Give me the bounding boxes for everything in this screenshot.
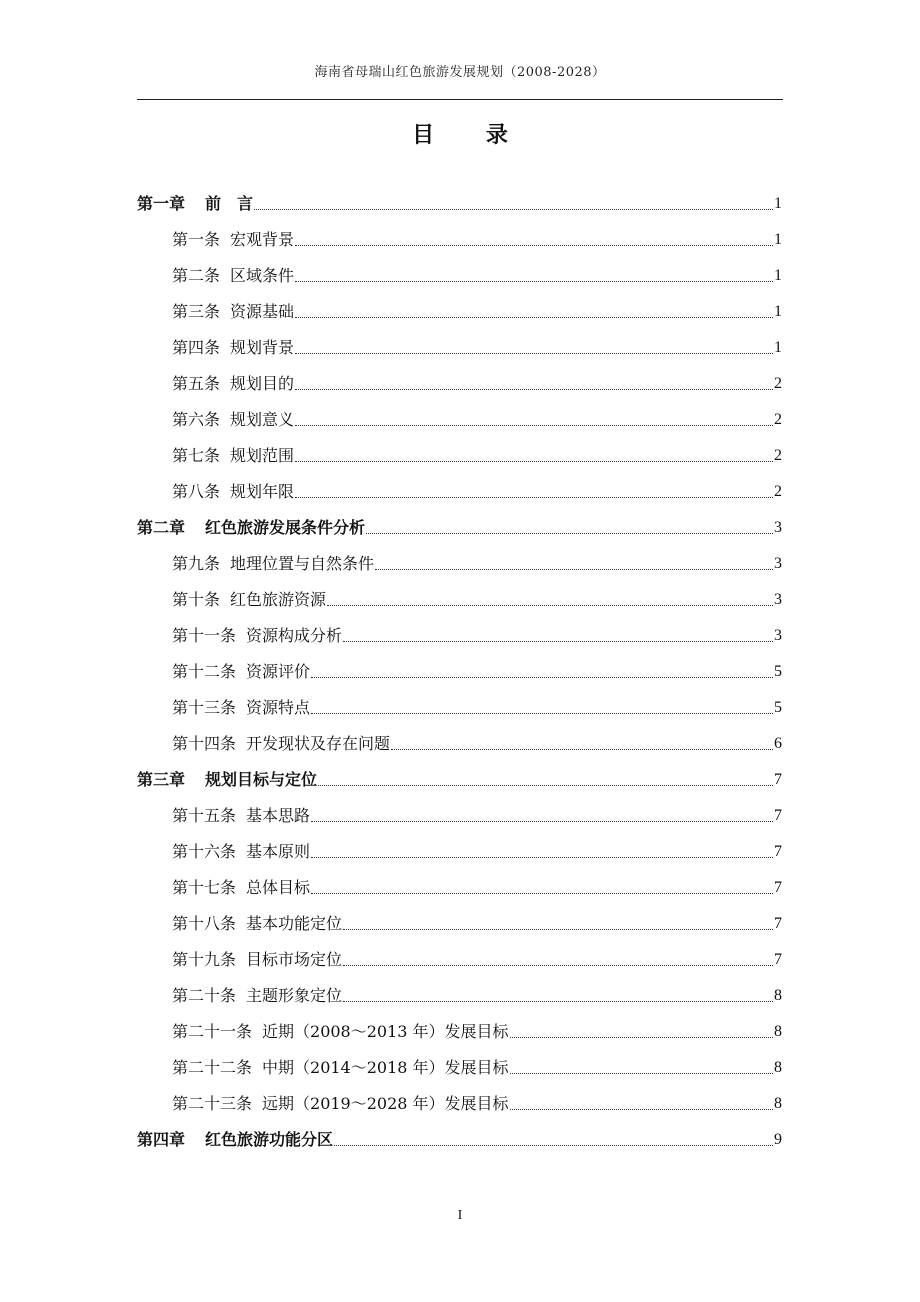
toc-entry-label: [172, 734, 390, 754]
toc-page-number: 9: [774, 1131, 782, 1148]
toc-entry-label: [172, 266, 294, 286]
toc-entry-number: 第六条: [172, 410, 221, 429]
toc-entry-title: 规划年限: [230, 482, 295, 501]
toc-entry-title: 规划意义: [230, 410, 295, 429]
toc-entry-number: 第十三条: [172, 698, 237, 717]
toc-entry-title: 资源构成分析: [246, 626, 343, 645]
toc-page-number: 1: [774, 339, 782, 356]
toc-page-number: 8: [774, 1059, 782, 1076]
toc-entry-title: 主题形象定位: [246, 986, 343, 1005]
toc-entry-title: 红色旅游功能分区: [205, 1130, 334, 1149]
toc-entry-number: 第十九条: [172, 950, 237, 969]
toc-article-entry[interactable]: [137, 978, 782, 1014]
dot-leader: [295, 461, 773, 462]
toc-entry-number: 第八条: [172, 482, 221, 501]
toc-article-entry[interactable]: [137, 366, 782, 402]
table-of-contents: [137, 186, 782, 1158]
dot-leader: [343, 1001, 773, 1002]
dot-leader: [295, 425, 773, 426]
toc-entry-title: 中期（2014～2018 年）发展目标: [262, 1058, 509, 1077]
toc-entry-number: 第一章: [137, 194, 186, 213]
toc-entry-title: 资源基础: [230, 302, 295, 321]
dot-leader: [366, 533, 773, 534]
toc-entry-label: [137, 194, 253, 214]
toc-article-entry[interactable]: [137, 654, 782, 690]
toc-entry-number: 第三章: [137, 770, 186, 789]
toc-page-number: 8: [774, 987, 782, 1004]
toc-page-number: 3: [774, 591, 782, 608]
toc-entry-title: 地理位置与自然条件: [230, 554, 375, 573]
toc-entry-title: 基本原则: [246, 842, 311, 861]
toc-entry-number: 第二条: [172, 266, 221, 285]
toc-entry-number: 第十六条: [172, 842, 237, 861]
toc-entry-title: 红色旅游发展条件分析: [205, 518, 366, 537]
dot-leader: [295, 281, 773, 282]
toc-page-number: 1: [774, 303, 782, 320]
toc-entry-number: 第三条: [172, 302, 221, 321]
dot-leader: [311, 893, 773, 894]
toc-entry-label: [172, 446, 294, 466]
toc-entry-title: 前 言: [205, 194, 254, 213]
toc-entry-title: 规划背景: [230, 338, 295, 357]
toc-entry-title: 红色旅游资源: [230, 590, 327, 609]
toc-entry-number: 第十八条: [172, 914, 237, 933]
toc-entry-title: 近期（2008～2013 年）发展目标: [262, 1022, 509, 1041]
toc-article-entry[interactable]: [137, 1014, 782, 1050]
toc-article-entry[interactable]: [137, 618, 782, 654]
toc-entry-label: [172, 302, 294, 322]
toc-entry-number: 第四章: [137, 1130, 186, 1149]
toc-page-number: 3: [774, 627, 782, 644]
toc-article-entry[interactable]: [137, 402, 782, 438]
dot-leader: [343, 641, 773, 642]
toc-entry-label: [172, 374, 294, 394]
toc-page-number: 7: [774, 879, 782, 896]
toc-entry-label: [172, 554, 374, 574]
dot-leader: [295, 497, 773, 498]
toc-entry-label: [172, 878, 310, 898]
toc-article-entry[interactable]: [137, 798, 782, 834]
toc-entry-title: 规划目标与定位: [205, 770, 318, 789]
dot-leader: [343, 965, 773, 966]
dot-leader: [510, 1109, 773, 1110]
toc-article-entry[interactable]: [137, 474, 782, 510]
header-divider: [137, 99, 783, 100]
toc-entry-label: [172, 842, 310, 862]
toc-chapter-entry[interactable]: [137, 762, 782, 798]
page-title: 目 录: [412, 123, 530, 148]
toc-page-number: 7: [774, 771, 782, 788]
toc-article-entry[interactable]: [137, 582, 782, 618]
toc-entry-number: 第十二条: [172, 662, 237, 681]
toc-entry-label: [172, 230, 294, 250]
toc-article-entry[interactable]: [137, 438, 782, 474]
toc-entry-title: 远期（2019～2028 年）发展目标: [262, 1094, 509, 1113]
toc-entry-title: 宏观背景: [230, 230, 295, 249]
page-header: 海南省母瑞山红色旅游发展规划（2008-2028）: [314, 65, 606, 80]
toc-entry-number: 第二十条: [172, 986, 237, 1005]
toc-entry-title: 总体目标: [246, 878, 311, 897]
toc-entry-label: [172, 1094, 509, 1114]
toc-entry-label: [172, 1022, 509, 1042]
toc-article-entry[interactable]: [137, 222, 782, 258]
toc-entry-label: [172, 986, 342, 1006]
toc-entry-label: [172, 590, 326, 610]
toc-page-number: 7: [774, 843, 782, 860]
toc-page-number: 7: [774, 951, 782, 968]
toc-entry-label: [137, 770, 317, 790]
toc-entry-label: [172, 806, 310, 826]
toc-entry-title: 开发现状及存在问题: [246, 734, 391, 753]
toc-entry-number: 第五条: [172, 374, 221, 393]
toc-entry-title: 规划目的: [230, 374, 295, 393]
page-number: I: [457, 1208, 463, 1223]
toc-page-number: 8: [774, 1023, 782, 1040]
dot-leader: [295, 317, 773, 318]
dot-leader: [327, 605, 773, 606]
toc-entry-number: 第四条: [172, 338, 221, 357]
dot-leader: [375, 569, 773, 570]
toc-page-number: 2: [774, 483, 782, 500]
toc-entry-title: 目标市场定位: [246, 950, 343, 969]
dot-leader: [510, 1037, 773, 1038]
dot-leader: [254, 209, 773, 210]
toc-entry-number: 第七条: [172, 446, 221, 465]
dot-leader: [311, 677, 773, 678]
toc-entry-number: 第十七条: [172, 878, 237, 897]
toc-entry-title: 资源评价: [246, 662, 311, 681]
dot-leader: [391, 749, 773, 750]
toc-entry-title: 区域条件: [230, 266, 295, 285]
dot-leader: [295, 389, 773, 390]
toc-article-entry[interactable]: [137, 834, 782, 870]
dot-leader: [343, 929, 773, 930]
toc-article-entry[interactable]: [137, 942, 782, 978]
toc-article-entry[interactable]: [137, 1086, 782, 1122]
toc-entry-number: 第十条: [172, 590, 221, 609]
toc-entry-number: 第十五条: [172, 806, 237, 825]
toc-entry-number: 第二十二条: [172, 1058, 253, 1077]
dot-leader: [311, 857, 773, 858]
toc-entry-number: 第十四条: [172, 734, 237, 753]
toc-page-number: 1: [774, 195, 782, 212]
dot-leader: [311, 821, 773, 822]
toc-article-entry[interactable]: [137, 546, 782, 582]
toc-entry-label: [172, 1058, 509, 1078]
toc-article-entry[interactable]: [137, 870, 782, 906]
toc-entry-number: 第二章: [137, 518, 186, 537]
dot-leader: [311, 713, 773, 714]
toc-entry-label: [172, 338, 294, 358]
toc-entry-label: [172, 410, 294, 430]
toc-article-entry[interactable]: [137, 258, 782, 294]
toc-entry-label: [172, 914, 342, 934]
toc-page-number: 8: [774, 1095, 782, 1112]
toc-article-entry[interactable]: [137, 294, 782, 330]
toc-article-entry[interactable]: [137, 726, 782, 762]
toc-entry-number: 第二十三条: [172, 1094, 253, 1113]
toc-page-number: 1: [774, 231, 782, 248]
toc-entry-label: [172, 950, 342, 970]
toc-entry-label: [172, 626, 342, 646]
toc-entry-label: [172, 698, 310, 718]
toc-page-number: 7: [774, 807, 782, 824]
toc-page-number: 2: [774, 411, 782, 428]
toc-entry-number: 第十一条: [172, 626, 237, 645]
toc-chapter-entry[interactable]: [137, 186, 782, 222]
toc-entry-number: 第一条: [172, 230, 221, 249]
toc-article-entry[interactable]: [137, 690, 782, 726]
toc-entry-label: [172, 482, 294, 502]
toc-page-number: 2: [774, 375, 782, 392]
toc-entry-title: 规划范围: [230, 446, 295, 465]
toc-page-number: 5: [774, 699, 782, 716]
toc-chapter-entry[interactable]: [137, 1122, 782, 1158]
dot-leader: [334, 1145, 773, 1146]
toc-chapter-entry[interactable]: [137, 510, 782, 546]
toc-article-entry[interactable]: [137, 330, 782, 366]
dot-leader: [318, 785, 773, 786]
toc-page-number: 3: [774, 555, 782, 572]
toc-article-entry[interactable]: [137, 1050, 782, 1086]
toc-page-number: 6: [774, 735, 782, 752]
toc-entry-title: 基本思路: [246, 806, 311, 825]
toc-entry-number: 第九条: [172, 554, 221, 573]
toc-entry-label: [137, 518, 365, 538]
toc-page-number: 3: [774, 519, 782, 536]
toc-page-number: 2: [774, 447, 782, 464]
toc-entry-number: 第二十一条: [172, 1022, 253, 1041]
toc-entry-label: [137, 1130, 333, 1150]
dot-leader: [510, 1073, 773, 1074]
toc-entry-label: [172, 662, 310, 682]
dot-leader: [295, 245, 773, 246]
dot-leader: [295, 353, 773, 354]
toc-entry-title: 资源特点: [246, 698, 311, 717]
toc-page-number: 5: [774, 663, 782, 680]
toc-entry-title: 基本功能定位: [246, 914, 343, 933]
toc-page-number: 7: [774, 915, 782, 932]
toc-article-entry[interactable]: [137, 906, 782, 942]
toc-page-number: 1: [774, 267, 782, 284]
